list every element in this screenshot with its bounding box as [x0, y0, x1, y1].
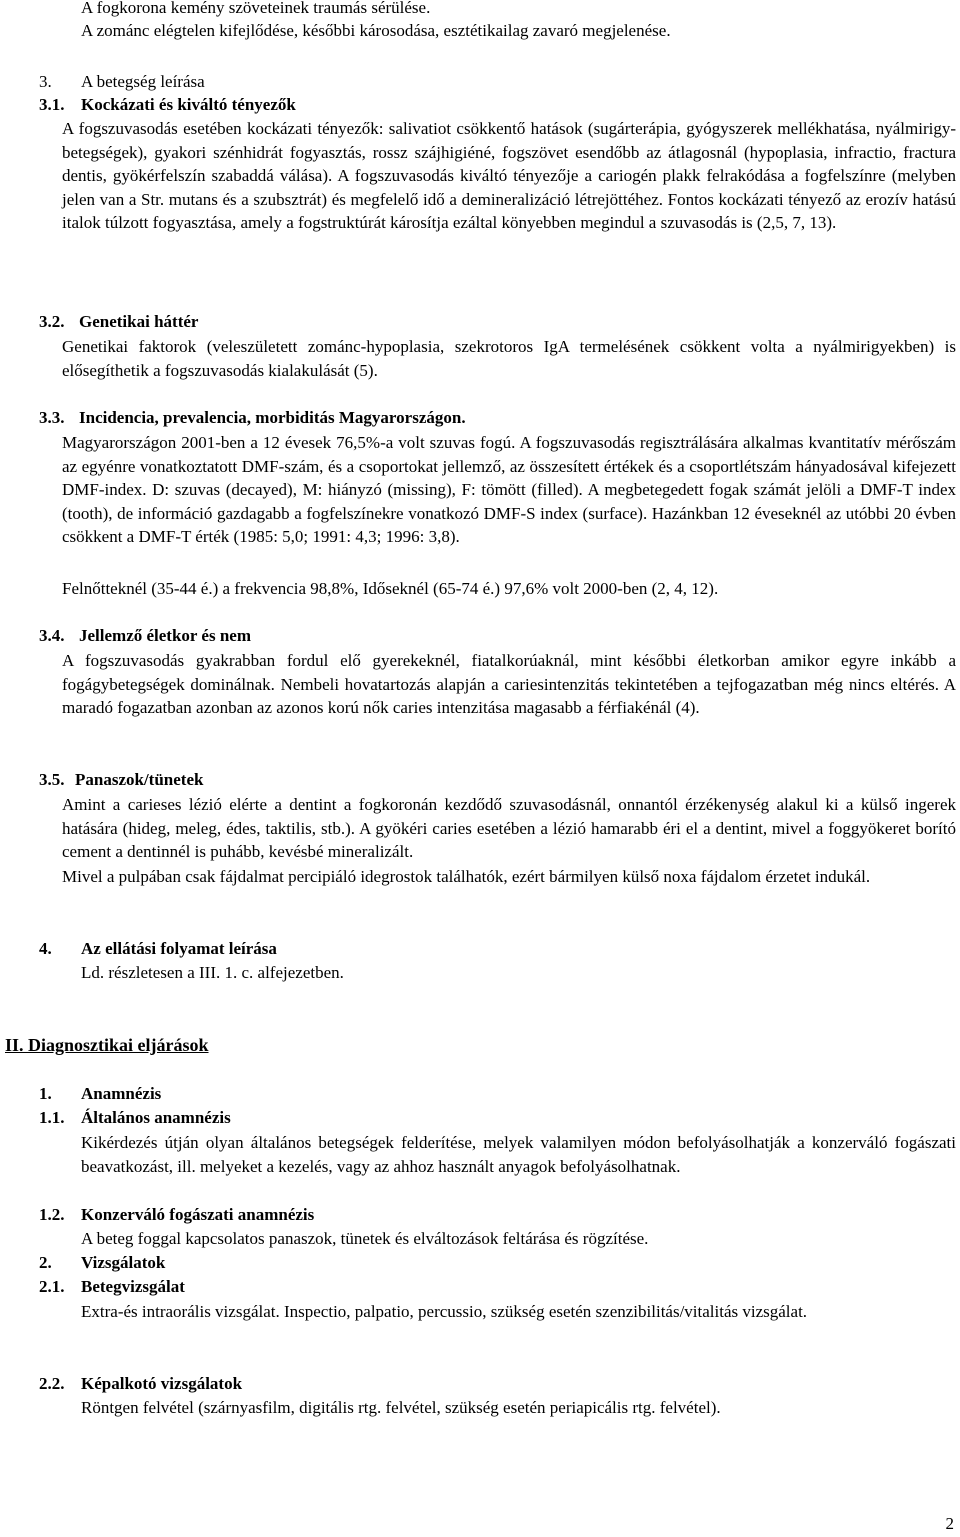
section-number: 3.: [39, 72, 52, 91]
section-heading: Az ellátási folyamat leírása: [81, 939, 277, 958]
subsection-heading: Betegvizsgálat: [81, 1277, 185, 1296]
paragraph-line: A beteg foggal kapcsolatos panaszok, tünetek és elváltozások feltárása és rögzítése.: [81, 1229, 649, 1248]
subsection-number: 3.4.: [39, 626, 65, 645]
subsection-heading: Kockázati és kiváltó tényezők: [81, 95, 296, 114]
page-number: 2: [945, 1514, 954, 1533]
paragraph-line: Röntgen felvétel (szárnyasfilm, digitális rtg. felvétel, szükség esetén periapicális rtg. felvétel).: [81, 1398, 721, 1417]
subsection-number: 3.3.: [39, 408, 65, 427]
paragraph-line: Ld. részletesen a III. 1. c. alfejezetben.: [81, 963, 344, 982]
paragraph: A fogszuvasodás esetében kockázati tényezők: salivatiot csökkentő hatások (sugárterápia, gyógyszerek mellékhatása, nyálmirigy-betegségek), gyakori szénhidrát fogyasztás, rossz szájhigiéné, fogszövet esendőbb az átlagosnál (hypoplasia, infractio, fractura dentis, gyökérfelszín szabaddá válása). A fogszuvasodás kiváltó tényezője a cariogén plakk felrakódása a fogfelszínre (melyben jelen van a Str. mutans és a szubsztrát) és megfelelő idő a demineralizáció létrejöttéhez. Fontos kockázati tényező az erozív hatású italok túlzott fogyasztása, amely a fogstruktúrát károsítja ezáltal könyebben megindul a szuvasodás is (2,5, 7, 13).: [62, 119, 956, 233]
section-number: 2.: [39, 1253, 52, 1272]
section-heading: Vizsgálatok: [81, 1253, 166, 1272]
paragraph: Amint a carieses lézió elérte a dentint a fogkoronán kezdődő szuvasodásnál, onnantól érzékenység alakul ki a külső ingerek hatására (hideg, meleg, édes, taktilis, stb.). A gyökéri caries esetében a lézió hamarabb éri el a dentint, mivel a foggyökeret borító cement a dentinnél is puhább, kevésbé mineralizált.: [62, 795, 956, 862]
paragraph-line: Felnőtteknél (35-44 é.) a frekvencia 98,8%, Időseknél (65-74 é.) 97,6% volt 2000-ben (2, 4, 12).: [62, 579, 719, 598]
subsection-heading: Incidencia, prevalencia, morbiditás Magyarországon.: [79, 408, 466, 427]
subsection-heading: Genetikai háttér: [79, 312, 199, 331]
subsection-number: 1.1.: [39, 1108, 65, 1127]
paragraph: Kikérdezés útján olyan általános betegségek felderítése, melyek valamilyen módon befolyásolhatják a konzerváló fogászati beavatkozást, ill. melyeket a kezelés, vagy az ahhoz használt anyagok befolyásolhatnak.: [81, 1133, 956, 1176]
subsection-number: 2.1.: [39, 1277, 65, 1296]
paragraph: Genetikai faktorok (veleszületett zománc-hypoplasia, szekrotoros IgA termelésének csökkent volta a nyálmirigyekben) is elősegíthetik a fogszuvasodás kialakulását (5).: [62, 337, 956, 380]
subsection-number: 3.2.: [39, 312, 65, 331]
chapter-heading: II. Diagnosztikai eljárások: [5, 1035, 209, 1055]
subsection-heading: Jellemző életkor és nem: [79, 626, 251, 645]
section-number: 1.: [39, 1084, 52, 1103]
section-number: 4.: [39, 939, 52, 958]
paragraph: Mivel a pulpában csak fájdalmat percipiáló idegrostok találhatók, ezért bármilyen külső noxa fájdalom érzetet indukál.: [62, 867, 871, 886]
paragraph: A fogszuvasodás gyakrabban fordul elő gyerekeknél, fiatalkorúaknál, mint későbbi életkorban amikor egyre inkább a fogágybetegségek dominálnak. Nembeli hovatartozás alapján a cariesintenzitás tekintetében a tejfogazatban még nincs eltérés. A maradó fogazatban azonban az azonos korú nők caries intenzitása magasabb a férfiakénál (4).: [62, 651, 956, 718]
subsection-number: 1.2.: [39, 1205, 65, 1224]
section-heading: Anamnézis: [81, 1084, 162, 1103]
subsection-number: 3.5.: [39, 770, 65, 789]
paragraph: Extra-és intraorális vizsgálat. Inspectio, palpatio, percussio, szükség esetén szenzibilitás/vitalitás vizsgálat.: [81, 1302, 808, 1321]
subsection-heading: Általános anamnézis: [81, 1108, 231, 1127]
subsection-heading: Panaszok/tünetek: [75, 770, 204, 789]
section-heading: A betegség leírása: [81, 72, 205, 91]
subsection-heading: Képalkotó vizsgálatok: [81, 1374, 243, 1393]
text-line: A fogkorona kemény szöveteinek traumás sérülése.: [81, 0, 431, 17]
subsection-number: 2.2.: [39, 1374, 65, 1393]
paragraph: Magyarországon 2001-ben a 12 évesek 76,5%-a volt szuvas fogú. A fogszuvasodás regisztrálására alkalmas kvantitatív mérőszám az egyénre vonatkoztatott DMF-szám, és a csoportokat jellemző, az összesített értékek és a csoportlétszám hányadosával kifejezett DMF-index. D: szuvas (decayed), M: hiányzó (missing), F: tömött (filled). A megbetegedett fogak számát jelöli a DMF-T index (tooth), de információ gazdagabb a fogfelszínekre vonatkozó DMF-S index (surface). Hazánkban 12 éveseknél az utóbbi 20 évben csökkent a DMF-T érték (1985: 5,0; 1991: 4,3; 1996: 3,8).: [62, 433, 956, 547]
subsection-heading: Konzerváló fogászati anamnézis: [81, 1205, 315, 1224]
subsection-number: 3.1.: [39, 95, 65, 114]
text-line: A zománc elégtelen kifejlődése, későbbi károsodása, esztétikailag zavaró megjelenése.: [81, 21, 671, 40]
